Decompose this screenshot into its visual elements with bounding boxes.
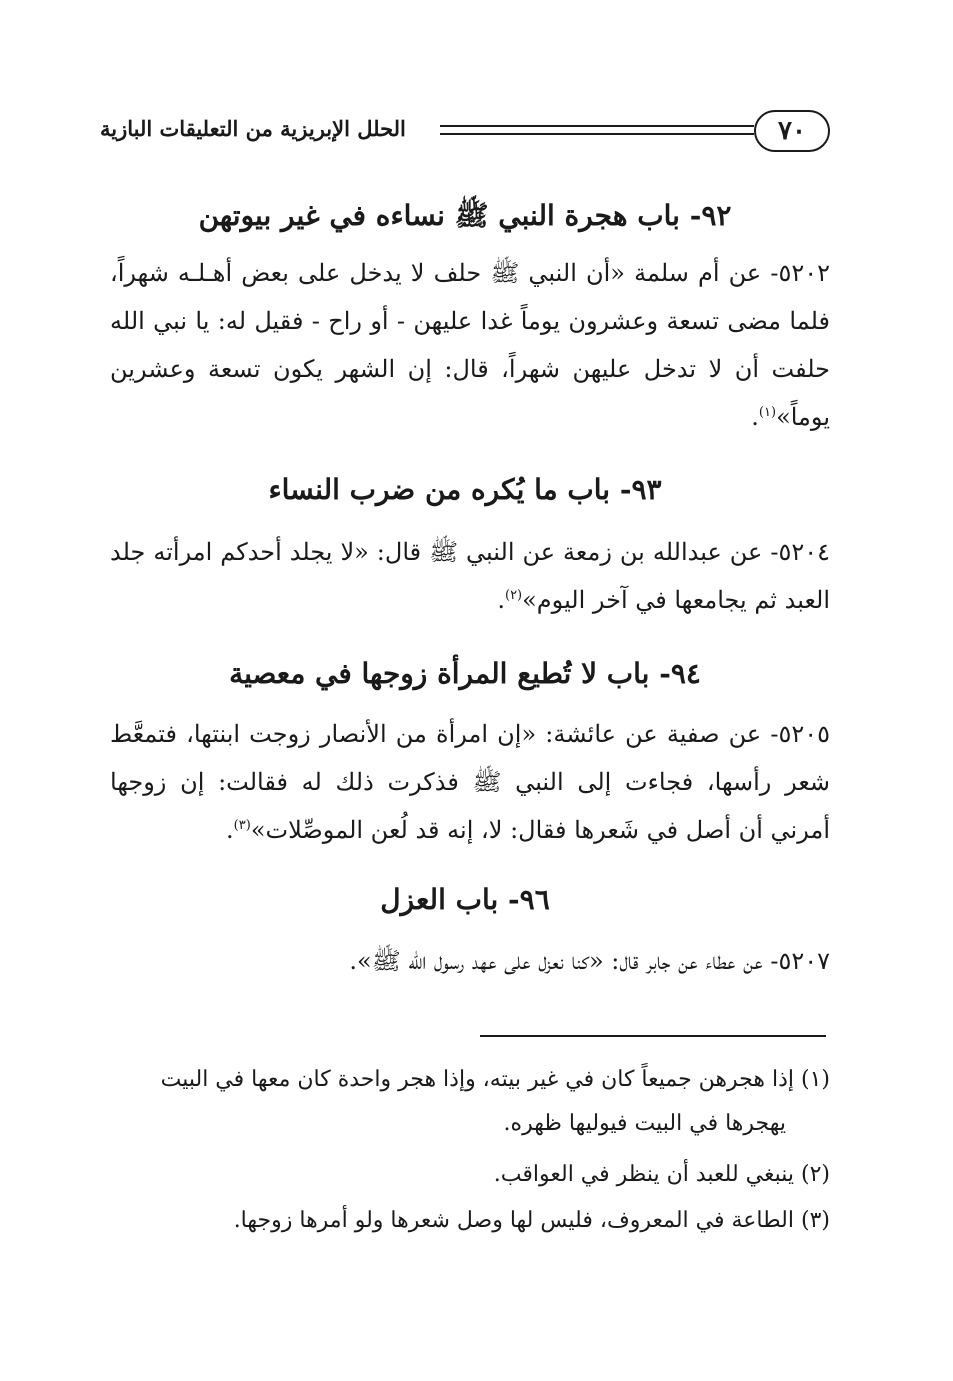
footnote-3: (٣) الطاعة في المعروف، فليس لها وصل شعرها ولو أمرها زوجها. [233,1208,830,1233]
header-double-rule [440,125,754,135]
hadith-text: ٥٢٠٧- عن عطاء عن جابر قال: «كنا نعزل على عهد رسول الله ﷺ» [357,947,830,975]
hadith-paragraph: ٥٢٠٥- عن صفية عن عائشة: «إن امرأة من الأنصار زوجت ابنتها، فتمعَّط شعر رأسها، فجاءت إلى النبي ﷺ فذكرت ذلك له فقالت: إن زوجها أمرني أن أصل في شَعرها فقال: لا، إنه قد لُعن الموصِّلات»$^{(٣)}$. [110,720,830,844]
chapter-title: ٩٤- باب لا تُطيع المرأة زوجها في معصية [229,657,701,690]
footnote-ref: (١) [758,405,777,420]
hadith-paragraph: ٥٢٠٢- عن أم سلمة «أن النبي ﷺ حلف لا يدخل على بعض أهـلـه شهراً، فلما مضى تسعة وعشرون يوماً غدا عليهن - أو راح - فقيل له: يا نبي الله حلفت أن لا تدخل عليهن شهراً، قال: إن الشهر يكون تسعة وعشرين يوماً»$^{(١)}$. [110,259,830,431]
page-number: ٧٠ [754,110,830,152]
footnote-ref: (٢) [504,588,523,603]
hadith-paragraph: ٥٢٠٤- عن عبدالله بن زمعة عن النبي ﷺ قال: «لا يجلد أحدكم امرأته جلد العبد ثم يجامعها في آخر اليوم»$^{(٢)}$. [110,538,830,614]
hadith-text: ٥٢٠٥- عن صفية عن عائشة: «إن امرأة من الأنصار زوجت ابنتها، فتمعَّط شعر رأسها، فجاءت إلى النبي ﷺ فذكرت ذلك له فقالت: إن زوجها أمرني أن أصل في شَعرها فقال: لا، إنه قد لُعن الموصِّلات» [110,720,830,844]
footnote-1: (١) إذا هجرهن جميعاً كان في غير بيته، وإذا هجر واحدة كان معها في البيت يهجرها في البيت فيوليها ظهره. [160,1067,830,1136]
footnote-ref: (٣) [233,818,251,833]
hadith-text: ٥٢٠٢- عن أم سلمة «أن النبي ﷺ حلف لا يدخل على بعض أهـلـه شهراً، فلما مضى تسعة وعشرون يوماً غدا عليهن - أو راح - فقيل له: يا نبي الله حلفت أن لا تدخل عليهن شهراً، قال: إن الشهر يكون تسعة وعشرين يوماً» [110,259,830,431]
page-header [100,110,830,156]
footnote-2: (٢) ينبغي للعبد أن ينظر في العواقب. [493,1162,830,1187]
hadith-paragraph: ٥٢٠٧- عن عطاء عن جابر قال: «كنا نعزل على عهد رسول الله ﷺ». [349,947,830,975]
chapter-title: ٩٣- باب ما يُكره من ضرب النساء [268,473,662,506]
hadith-text: ٥٢٠٤- عن عبدالله بن زمعة عن النبي ﷺ قال: «لا يجلد أحدكم امرأته جلد العبد ثم يجامعها في آخر اليوم» [110,538,830,614]
footnote-separator [480,1035,826,1037]
chapter-title: ٩٢- باب هجرة النبي ﷺ نساءه في غير بيوتهن [198,199,732,232]
book-title: الحلل الإبريزية من التعليقات البازية [100,116,406,141]
chapter-title: ٩٦- باب العزل [380,883,550,916]
